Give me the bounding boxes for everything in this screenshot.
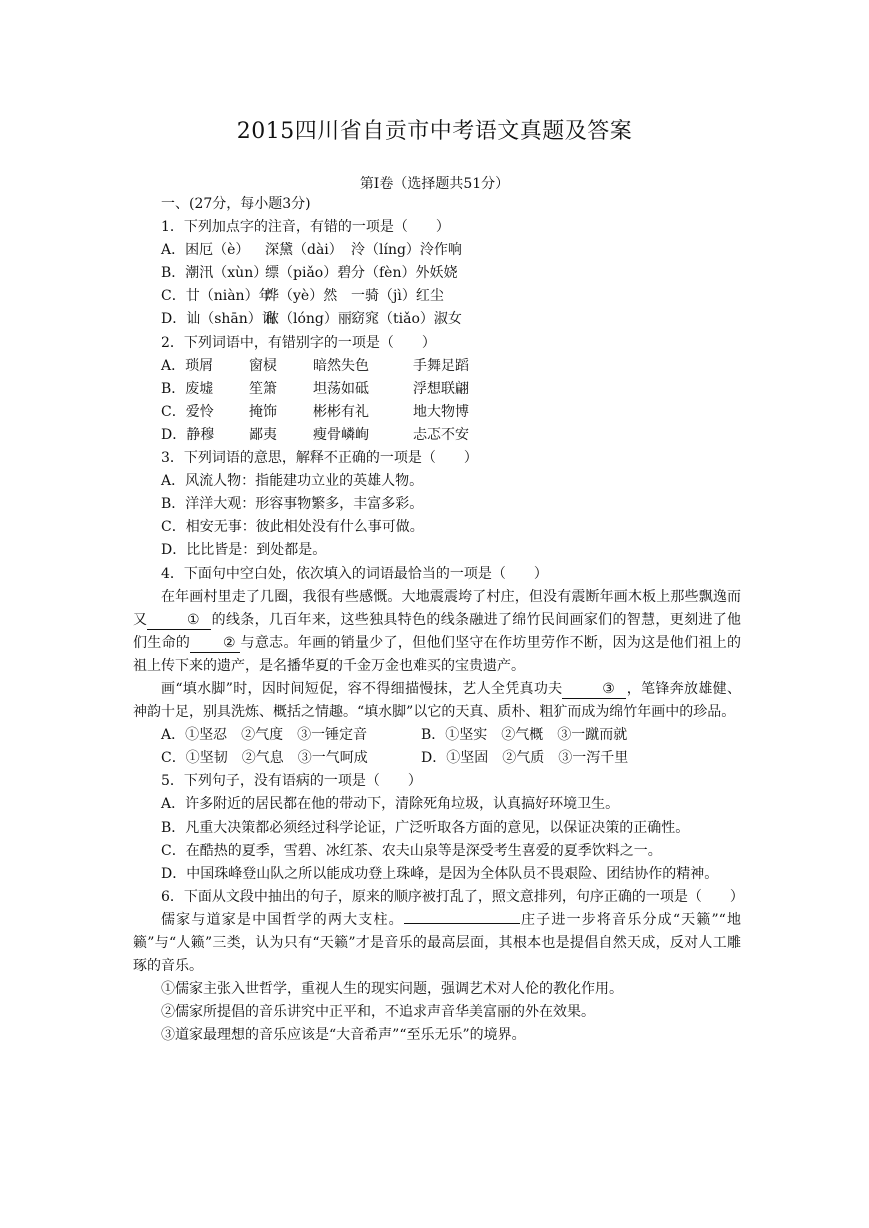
option-part: B．潮汛（xùn）	[161, 265, 268, 282]
passage-text: 庄子进一步将音乐分成“天籁”“地籁”与“人籁”三类，认为只有“天籁”才是音乐的最高层面，其根本也是提倡自然天成，反对人工雕琢的音乐。	[133, 911, 741, 975]
question-4-options-ab	[161, 724, 741, 747]
passage-text: 在年画村里走了几圈，我很有些感慨。大地震震垮了村庄，但没有震断年画木板上那些飘逸而又	[133, 588, 741, 628]
passage-text: 的线条，几百年来，这些独具特色的线条融进了绵竹民间画家们的智慧，更刻进了他们生命的	[133, 611, 742, 651]
question-1-option-a	[161, 239, 741, 262]
option-c: C．①坚韧 ②气息 ③一气呵成	[161, 750, 368, 767]
question-4-options-cd	[161, 747, 741, 770]
question-4-passage-1	[133, 586, 741, 678]
option-a: A．①坚忍 ②气度 ③一锤定音	[161, 727, 368, 744]
question-2-option-b	[161, 378, 741, 401]
question-1-option-d	[161, 308, 741, 331]
question-3-option-a: A．风流人物：指能建功立业的英雄人物。	[161, 473, 424, 490]
question-2-stem: 2．下列词语中，有错别字的一项是（ ）	[161, 334, 436, 351]
option-part: D．静穆	[161, 426, 215, 443]
question-5-option-b: B．凡重大决策都必须经过科学论证，广泛听取各方面的意见，以保证决策的正确性。	[161, 819, 690, 836]
question-4-stem: 4．下面句中空白处，依次填入的词语最恰当的一项是（ ）	[161, 565, 548, 582]
option-part: 一骑（jì）红尘	[351, 288, 444, 305]
question-3-option-d: D．比比皆是：到处都是。	[161, 542, 327, 559]
option-text: D．中国珠峰登山队之所以能成功登上珠峰，是因为全体队员不畏艰险、团结协作的精神。	[161, 865, 719, 882]
option-part: 秾（lóng）丽	[265, 311, 352, 328]
option-part: C．廿（niàn）年	[161, 288, 273, 305]
question-2-option-c	[161, 401, 741, 424]
option-b: B．①坚实 ②气概 ③一蹴而就	[421, 727, 628, 744]
option-part: 瘦骨嶙峋	[313, 426, 369, 443]
option-part: 鄙夷	[249, 426, 277, 443]
question-1-option-c	[161, 285, 741, 308]
option-part: 笙箫	[249, 380, 277, 397]
option-part: 地大物博	[413, 403, 469, 420]
passage-text: 儒家与道家是中国哲学的两大支柱。	[161, 911, 404, 928]
blank-passage	[404, 923, 520, 924]
question-6-passage	[133, 909, 741, 978]
passage-text: ，笔锋奔放雄健、神韵十足，别具洗炼、概括之情趣。“填水脚”以它的天真、质朴、粗犷而成为绵竹年画中的珍品。	[133, 680, 741, 721]
question-6-item-1: ①儒家主张入世哲学，重视人生的现实问题，强调艺术对人伦的教化作用。	[161, 981, 623, 998]
question-5-option-c: C．在酷热的夏季，雪碧、冰红茶、农夫山泉等是深受考生喜爱的夏季饮料之一。	[161, 842, 662, 859]
question-3-option-b: B．洋洋大观：形容事物繁多，丰富多彩。	[161, 496, 424, 513]
question-5-option-a: A．许多附近的居民都在他的带动下，清除死角垃圾，认真搞好环境卫生。	[161, 796, 620, 813]
option-part: B．废墟	[161, 380, 214, 397]
question-6-item-2: ②儒家所提倡的音乐讲究中正平和，不追求声音华美富丽的外在效果。	[161, 1004, 595, 1021]
question-5-stem: 5．下列句子，没有语病的一项是（ ）	[161, 773, 422, 790]
document-title: 2015四川省自贡市中考语文真题及答案	[236, 119, 633, 144]
option-part: 深黛（dài）	[265, 242, 343, 259]
option-part: 忐忑不安	[413, 426, 469, 443]
blank-2: ②	[190, 634, 240, 653]
question-2-option-d	[161, 424, 741, 447]
section-heading: 第Ⅰ卷（选择题共51分）	[359, 176, 510, 192]
option-part: 缥（piǎo）碧	[265, 265, 352, 282]
option-part: 掩饰	[249, 403, 277, 420]
option-part: A．困厄（è）	[161, 242, 250, 259]
option-part: 坦荡如砥	[313, 380, 369, 397]
passage-text: 与意志。年画的销量少了，但他们坚守在作坊里劳作不断，因为这是他们祖上的祖上传下来的遗产，是名播华夏的千金万金也难买的宝贵遗产。	[133, 634, 742, 674]
question-2-option-a	[161, 355, 741, 378]
option-part: 泠（líng）泠作响	[351, 242, 462, 259]
question-6-item-3: ③道家最理想的音乐应该是“大音希声”“至乐无乐”的境界。	[161, 1027, 526, 1044]
option-part: 窈窕（tiǎo）淑女	[351, 311, 462, 328]
option-part: 烨（yè）然	[265, 288, 338, 305]
question-4-passage-2	[133, 678, 741, 724]
blank-1: ①	[147, 611, 211, 630]
option-part: 暗然失色	[313, 357, 369, 374]
option-part: 彬彬有礼	[313, 403, 369, 420]
option-part: C．爱怜	[161, 403, 214, 420]
option-part: 窗棂	[249, 357, 277, 374]
option-d: D．①坚固 ②气质 ③一泻千里	[421, 750, 629, 767]
part-heading: 一、(27分，每小题3分)	[161, 196, 311, 212]
option-part: 分（fèn）外妖娆	[351, 265, 458, 282]
question-1-stem: 1．下列加点字的注音，有错的一项是（ ）	[161, 219, 450, 236]
blank-3: ③	[562, 680, 626, 699]
option-part: D．讪（shān）讪	[161, 311, 276, 328]
question-1-option-b	[161, 262, 741, 285]
option-part: 浮想联翩	[413, 380, 469, 397]
question-6-stem	[133, 886, 744, 909]
question-3-stem: 3．下列词语的意思，解释不正确的一项是（ ）	[161, 450, 478, 467]
option-part: 手舞足蹈	[413, 357, 469, 374]
question-5-option-d	[133, 863, 741, 886]
stem-text: 6．下面从文段中抽出的句子，原来的顺序被打乱了，照文意排列，句序正确的一项是（ ）	[161, 888, 744, 905]
document-body	[133, 193, 744, 1047]
option-part: A．琐屑	[161, 357, 214, 374]
passage-text: 画“填水脚”时，因时间短促，容不得细描慢抹，艺人全凭真功夫	[161, 680, 563, 697]
question-3-option-c: C．相安无事：彼此相处没有什么事可做。	[161, 519, 424, 536]
